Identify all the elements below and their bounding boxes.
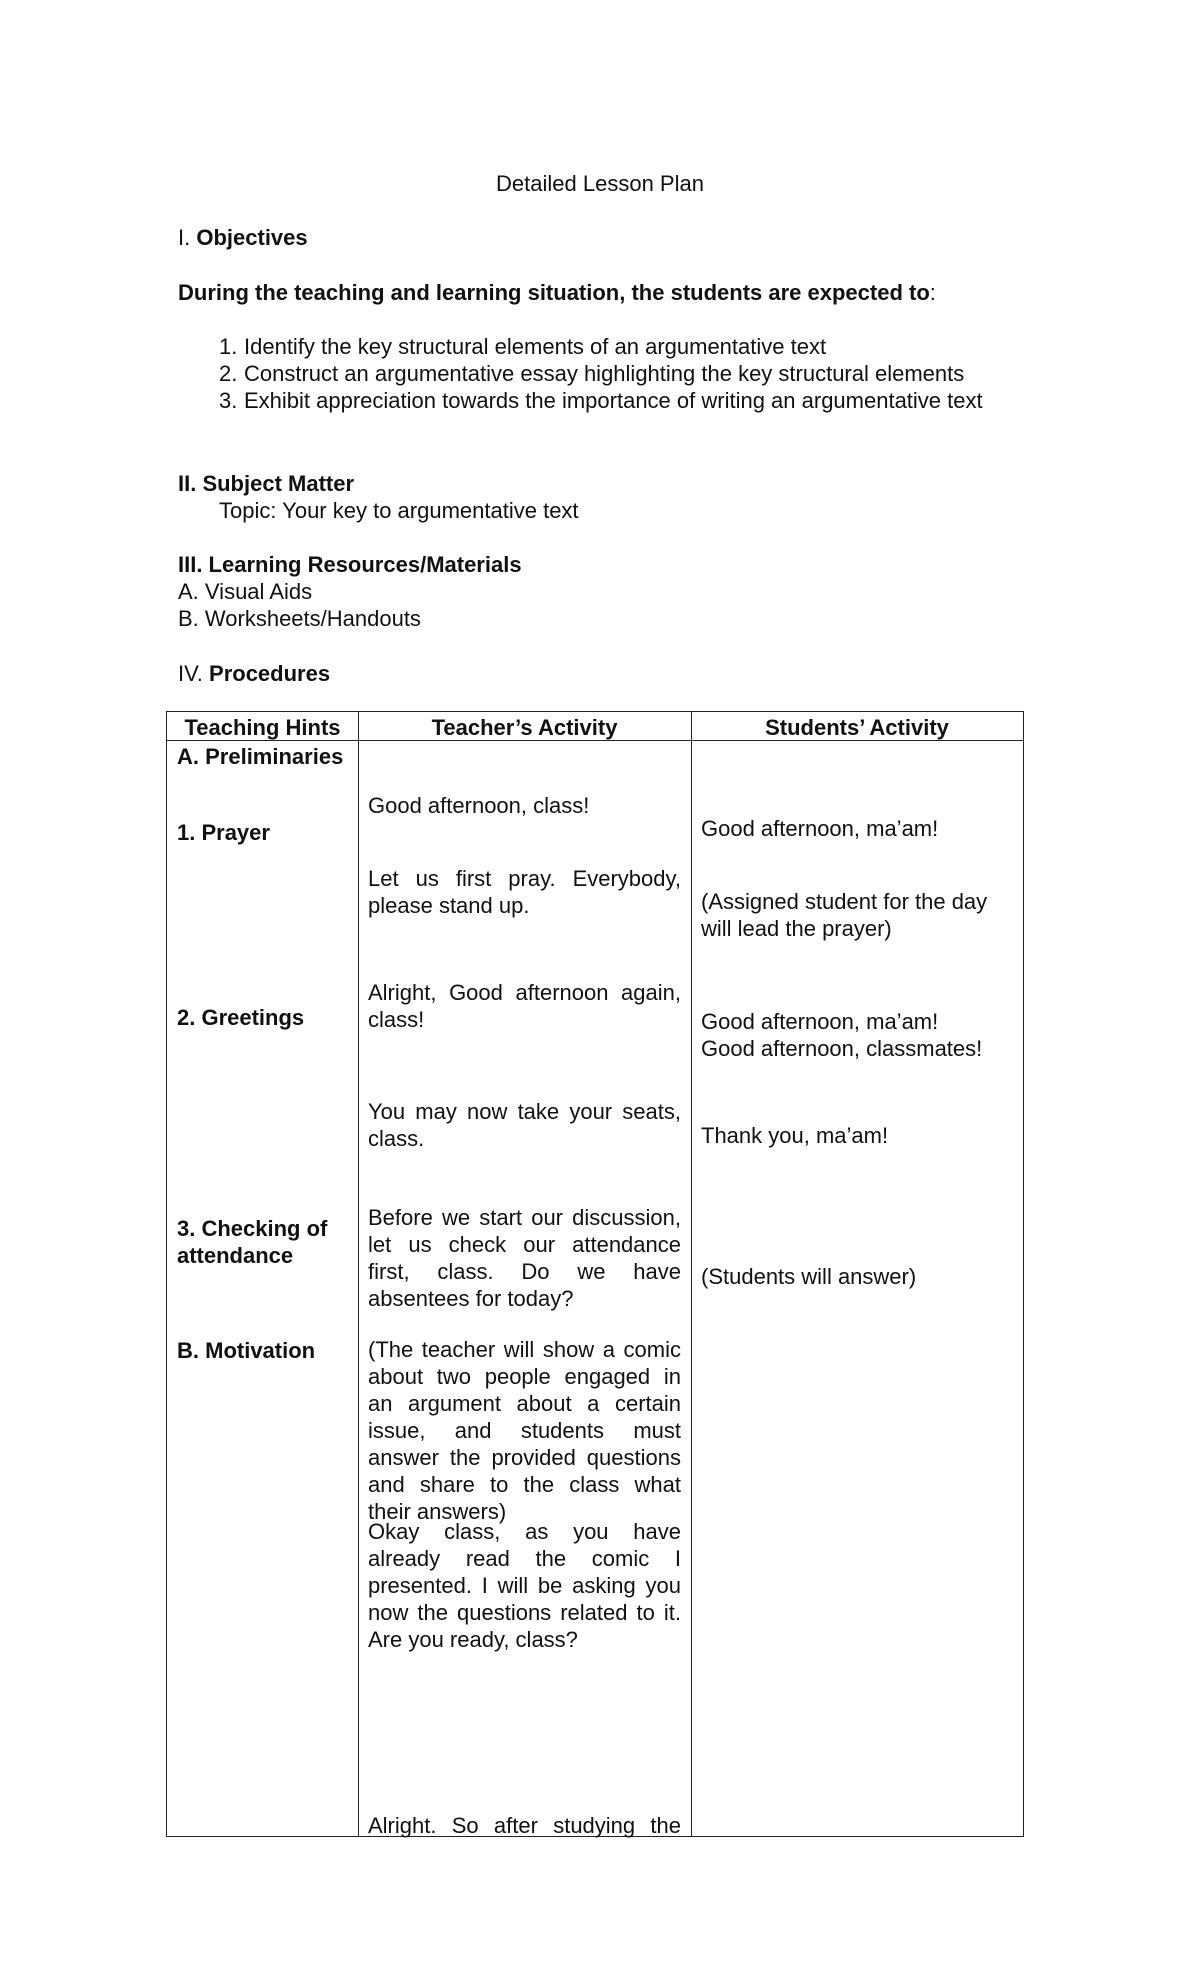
list-item	[219, 360, 1029, 387]
teacher-activity-comic: (The teacher will show a comic about two people engaged in an argument about a certain issue, and students must answer the provided questions and share to the class what their answers)	[368, 1337, 681, 1524]
list-item	[219, 387, 1029, 414]
column-header-teaching-hints: Teaching Hints	[184, 715, 341, 740]
teacher-activity-prayer: Let us first pray. Everybody, please stand up.	[368, 866, 681, 918]
student-activity-greeting: Good afternoon, ma’am!	[701, 816, 939, 841]
list-item-number: 1.	[219, 334, 238, 359]
hint-preliminaries: A. Preliminaries	[177, 744, 344, 769]
list-item-number: 3.	[219, 388, 238, 413]
teacher-activity-greeting-again: Alright, Good afternoon again, class!	[368, 980, 681, 1032]
resources-item-visual-aids: A. Visual Aids	[178, 579, 313, 604]
teacher-activity-questions: Okay class, as you have already read the comic I presented. I will be asking you now the questions related to it. Are you ready, class?	[368, 1519, 681, 1652]
procedures-heading	[178, 660, 330, 687]
list-item	[219, 333, 1029, 360]
list-item-text: Exhibit appreciation towards the importance of writing an argumentative text	[244, 388, 983, 413]
student-activity-greeting-teacher: Good afternoon, ma’am!	[701, 1009, 939, 1034]
teacher-activity-take-seats: You may now take your seats, class.	[368, 1099, 681, 1151]
list-item-text: Identify the key structural elements of an argumentative text	[244, 334, 827, 359]
objectives-intro-text: During the teaching and learning situation, the students are expected to	[178, 280, 930, 305]
subject-matter-topic: Topic: Your key to argumentative text	[219, 498, 579, 523]
procedures-table	[166, 711, 1024, 1837]
hint-motivation: B. Motivation	[177, 1338, 316, 1363]
document-title: Detailed Lesson Plan	[496, 171, 704, 196]
objectives-intro-colon: :	[929, 280, 936, 305]
teacher-activity-greeting: Good afternoon, class!	[368, 793, 590, 818]
teacher-activity-after-studying: Alright. So after studying the	[368, 1813, 681, 1838]
resources-item-worksheets: B. Worksheets/Handouts	[178, 606, 421, 631]
objectives-heading	[178, 224, 308, 251]
column-header-teachers-activity: Teacher’s Activity	[431, 715, 618, 740]
column-header-students-activity: Students’ Activity	[765, 715, 949, 740]
column-divider	[358, 712, 359, 1836]
resources-heading: III. Learning Resources/Materials	[178, 552, 522, 577]
list-item-text: Construct an argumentative essay highlighting the key structural elements	[244, 361, 965, 386]
student-activity-thanks: Thank you, ma’am!	[701, 1123, 889, 1148]
hint-greetings: 2. Greetings	[177, 1005, 305, 1030]
subject-matter-heading: II. Subject Matter	[178, 471, 355, 496]
list-item-number: 2.	[219, 361, 238, 386]
student-activity-prayer: (Assigned student for the day will lead the prayer)	[701, 889, 988, 941]
hint-checking-attendance: 3. Checking of attendance	[177, 1216, 328, 1268]
student-activity-greeting-classmates: Good afternoon, classmates!	[701, 1036, 983, 1061]
procedures-numeral: IV.	[178, 661, 203, 686]
teacher-activity-attendance: Before we start our discussion, let us check our attendance first, class. Do we have absentees for today?	[368, 1205, 681, 1311]
objectives-numeral: I.	[178, 225, 191, 250]
objectives-list	[219, 333, 1029, 414]
hint-prayer: 1. Prayer	[177, 820, 270, 845]
procedures-heading-text: Procedures	[209, 661, 331, 686]
objectives-heading-text: Objectives	[196, 225, 308, 250]
student-activity-answer: (Students will answer)	[701, 1264, 917, 1289]
column-divider	[691, 712, 692, 1836]
objectives-intro	[178, 279, 936, 306]
